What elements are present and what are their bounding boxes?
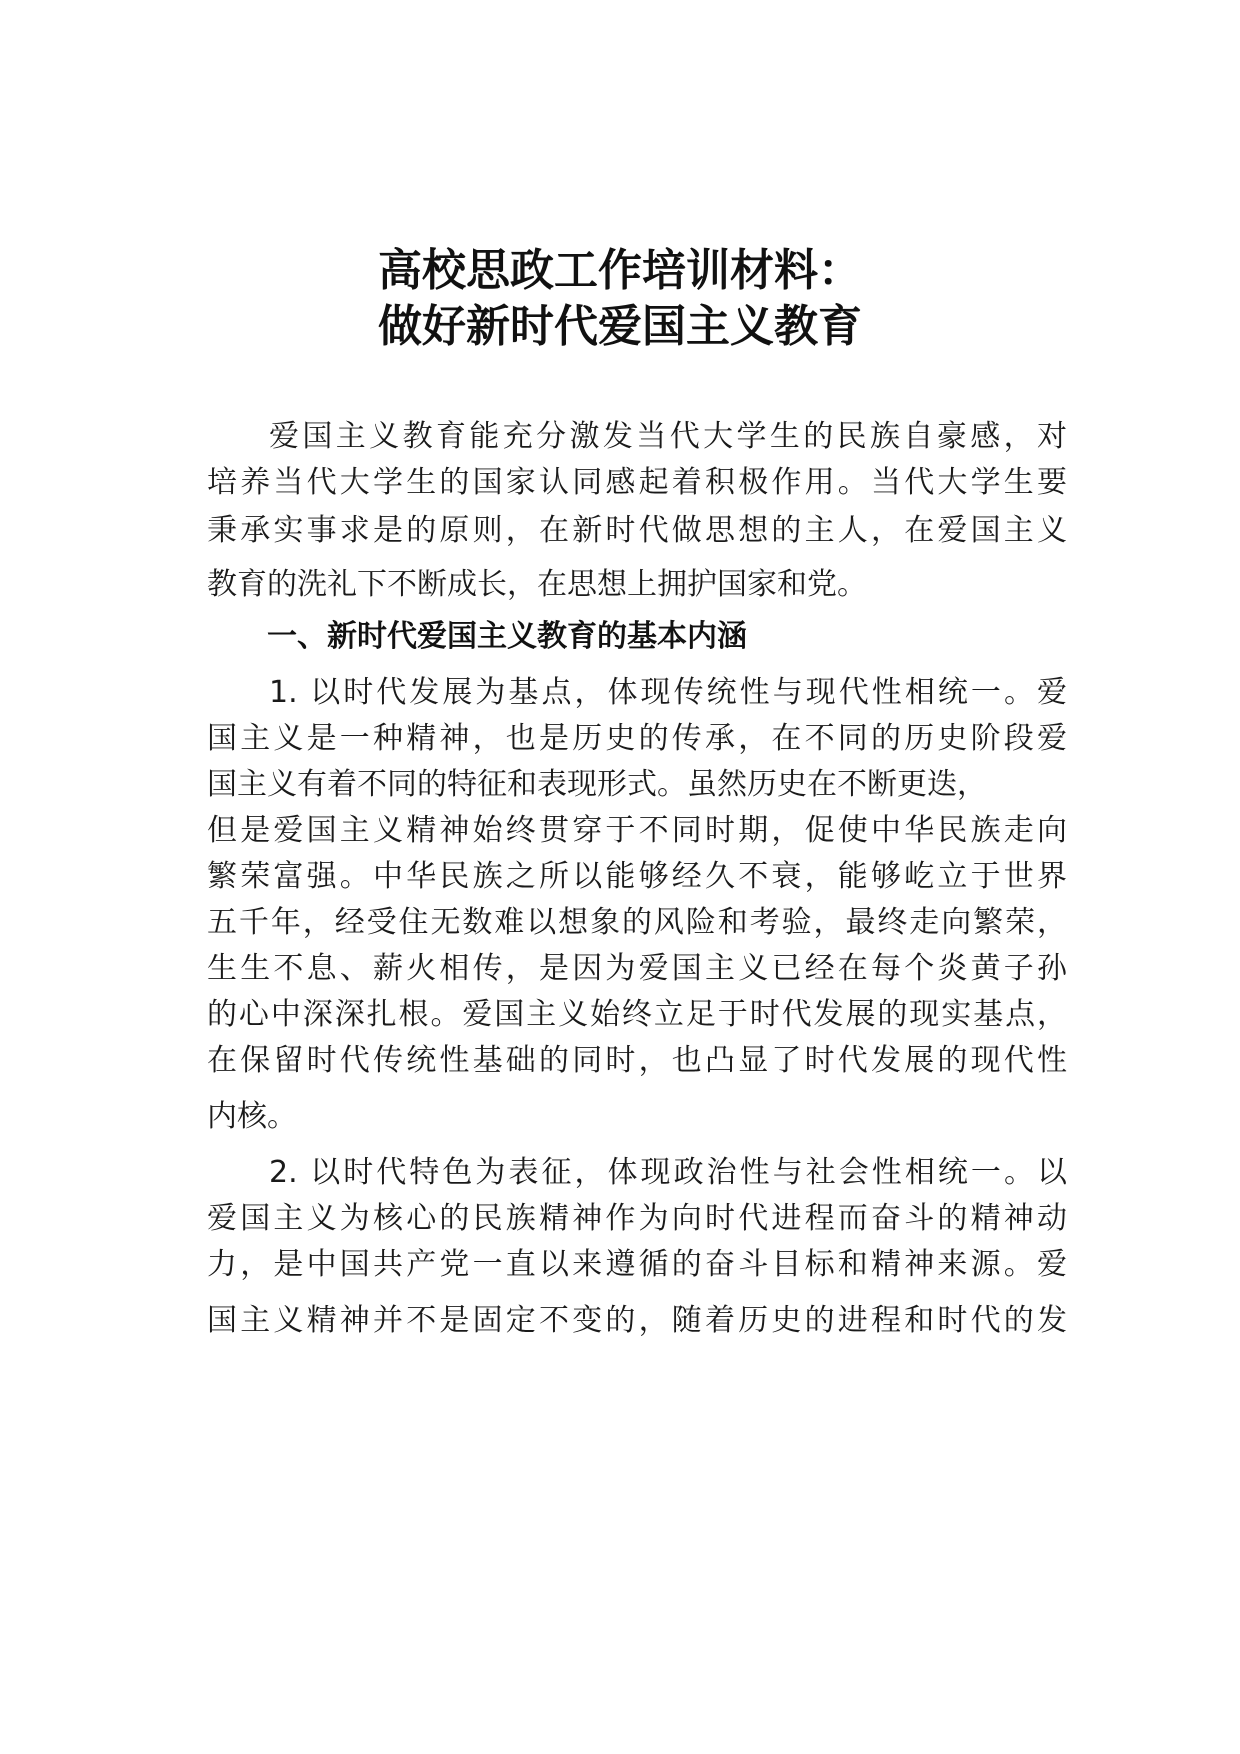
point-1-line-7: 生生不息、薪火相传，是因为爱国主义已经在每个炎黄子孙 (207, 951, 1067, 986)
intro-line-4: 教育的洗礼下不断成长，在思想上拥护国家和党。 (207, 567, 867, 602)
document-title-line-1: 高校思政工作培训材料： (378, 245, 862, 296)
point-2-line-3: 力，是中国共产党一直以来遵循的奋斗目标和精神来源。爱 (207, 1247, 1067, 1282)
point-1-line-5: 繁荣富强。中华民族之所以能够经久不衰，能够屹立于世界 (207, 859, 1067, 894)
intro-line-3: 秉承实事求是的原则，在新时代做思想的主人，在爱国主义 (207, 513, 1067, 548)
point-1-line-4: 但是爱国主义精神始终贯穿于不同时期，促使中华民族走向 (207, 813, 1067, 848)
point-1-line-8: 的心中深深扎根。爱国主义始终立足于时代发展的现实基点， (207, 997, 1067, 1032)
point-1-line-9: 在保留时代传统性基础的同时，也凸显了时代发展的现代性 (207, 1043, 1067, 1078)
intro-line-2: 培养当代大学生的国家认同感起着积极作用。当代大学生要 (207, 465, 1067, 500)
document-title-line-2: 做好新时代爱国主义教育 (378, 301, 862, 352)
section-heading-1: 一、新时代爱国主义教育的基本内涵 (267, 619, 747, 654)
point-2-line-2: 爱国主义为核心的民族精神作为向时代进程而奋斗的精神动 (207, 1201, 1067, 1236)
point-1-line-3: 国主义有着不同的特征和表现形式。虽然历史在不断更迭， (207, 767, 987, 802)
point-1-line-6: 五千年，经受住无数难以想象的风险和考验，最终走向繁荣， (207, 905, 1067, 940)
point-1-line-2: 国主义是一种精神，也是历史的传承，在不同的历史阶段爱 (207, 721, 1067, 756)
point-2-line-4: 国主义精神并不是固定不变的，随着历史的进程和时代的发 (207, 1303, 1067, 1338)
point-2-line-1: 2. 以时代特色为表征，体现政治性与社会性相统一。以 (269, 1155, 1067, 1190)
point-1-line-1: 1. 以时代发展为基点，体现传统性与现代性相统一。爱 (269, 675, 1067, 710)
intro-line-1: 爱国主义教育能充分激发当代大学生的民族自豪感，对 (269, 419, 1067, 454)
point-1-line-10: 内核。 (207, 1099, 297, 1134)
